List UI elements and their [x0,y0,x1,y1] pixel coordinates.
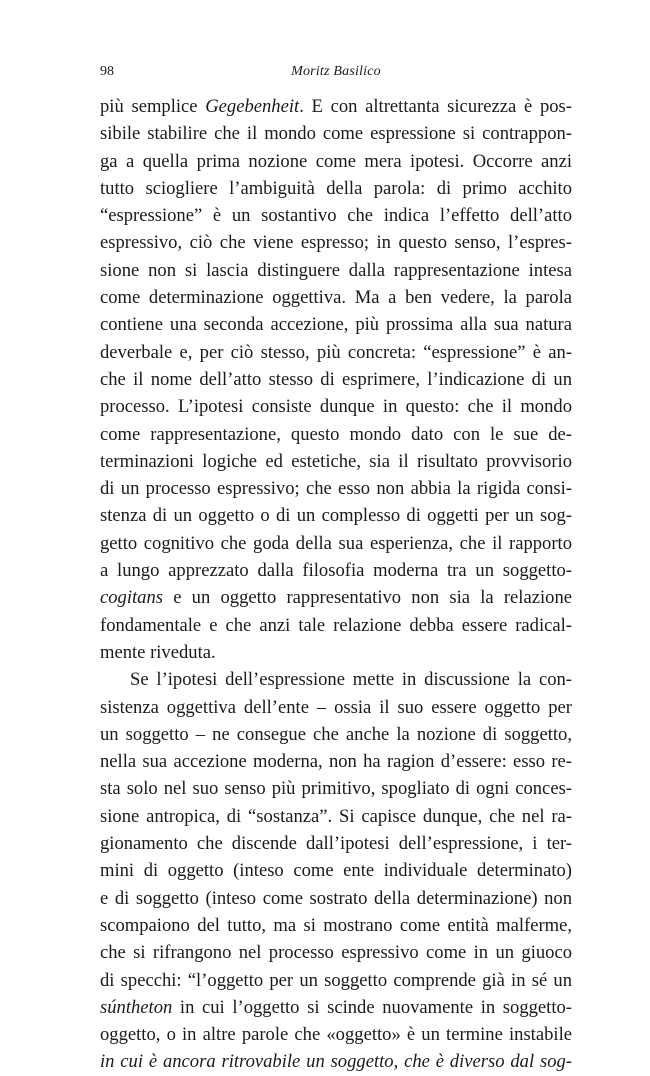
text-line: fondamentale e che anzi tale relazione debba essere radical- [100,614,572,636]
page-header [100,62,572,82]
text-line: sistenza oggettiva dell’ente – ossia il suo essere oggetto per [100,696,572,718]
text-line: mente riveduta. [100,641,216,663]
text-line: mini di oggetto (inteso come ente individuale determinato) [100,860,572,882]
text-line: scompaiono del tutto, ma si mostrano come entità malferme, [100,914,572,936]
italic-term: súntheton [100,996,173,1018]
text-line [100,584,572,611]
text-line: tutto sciogliere l’ambiguità della parola: di primo acchito [100,177,572,199]
text-line: getto cognitivo che goda della sua esperienza, che il rapporto [100,532,572,554]
text-line: stenza di un oggetto o di un complesso di oggetti per un sog- [100,505,572,527]
text-line: deverbale e, per ciò stesso, più concreta: “espressione” è an- [100,341,572,363]
text-line: sta solo nel suo senso più primitivo, spogliato di ogni conces- [100,778,572,800]
text-line: sibile stabilire che il mondo come espressione si contrappon- [100,123,572,145]
text-line: sione non si lascia distinguere dalla rappresentazione intesa [100,259,572,281]
text-run: e un oggetto rappresentativo non sia la relazione [163,587,572,609]
paragraph-1 [100,93,572,666]
running-head-author: Moritz Basilico [291,64,381,79]
text-line: di specchi: “l’oggetto per un soggetto comprende già in sé un [100,969,572,991]
text-line [100,994,572,1021]
text-line: terminazioni logiche ed estetiche, sia il risultato provvisorio [100,450,572,472]
text-line: di un processo espressivo; che esso non abbia la rigida consi- [100,478,572,500]
body-text [100,93,572,1076]
text-line: processo. L’ipotesi consiste dunque in questo: che il mondo [100,396,572,418]
text-line: a lungo apprezzato dalla filosofia moderna tra un soggetto- [100,560,572,582]
text-line: in cui è ancora ritrovabile un soggetto, che è diverso dal sog- [100,1051,572,1073]
italic-term: Gegebenheit [205,96,300,117]
text-line: contiene una seconda accezione, più prossima alla sua natura [100,314,572,336]
text-run: più semplice [100,96,206,117]
text-run: in cui l’oggetto si scinde nuovamente in soggetto- [172,996,572,1018]
text-line: come determinazione oggettiva. Ma a ben vedere, la parola [100,287,572,309]
text-line: nella sua accezione moderna, non ha ragion d’essere: esso re- [100,751,572,773]
text-line: che il nome dell’atto stesso di esprimere, l’indicazione di un [100,368,572,390]
text-line: un soggetto – ne consegue che anche la nozione di soggetto, [100,723,572,745]
text-line [100,93,572,120]
text-line: “espressione” è un sostantivo che indica l’effetto dell’atto [100,205,572,227]
paragraph-2 [100,666,572,1075]
text-line: espressivo, ciò che viene espresso; in questo senso, l’espres- [100,232,572,254]
text-line: gionamento che discende dall’ipotesi dell’espressione, i ter- [100,833,572,855]
text-line: sione antropica, di “sostanza”. Si capisce dunque, che nel ra- [100,805,572,827]
text-line: oggetto, o in altre parole che «oggetto» è un termine instabile [100,1024,572,1046]
text-line: come rappresentazione, questo mondo dato con le sue de- [100,423,572,445]
text-line: ga a quella prima nozione come mera ipotesi. Occorre anzi [100,150,572,172]
text-line: che si rifrangono nel processo espressivo come in un giuoco [100,942,572,964]
page-number: 98 [100,64,114,79]
italic-term: cogitans [100,587,164,609]
text-line: Se l’ipotesi dell’espressione mette in discussione la con- [130,669,572,691]
text-line: e di soggetto (inteso come sostrato della determinazione) non [100,887,572,909]
text-run: . E con altrettanta sicurezza è pos- [299,96,572,117]
